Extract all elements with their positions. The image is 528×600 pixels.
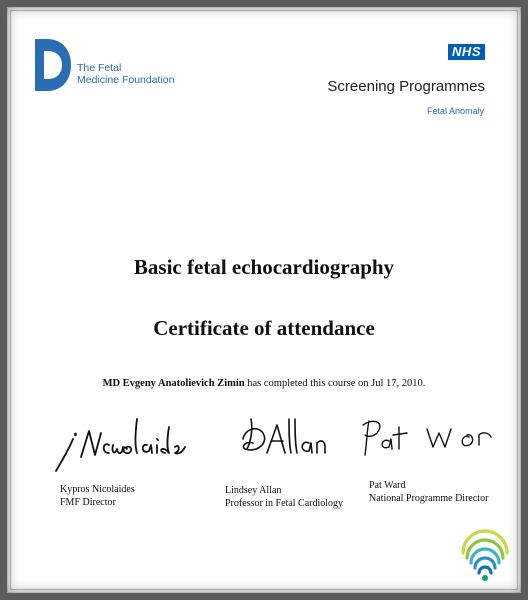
signatory-role: National Programme Director (369, 493, 489, 504)
completion-statement (7, 378, 521, 389)
signatory-1 (60, 483, 135, 509)
completion-text: has completed this course on Jul 17, 2010. (244, 378, 426, 389)
signatory-role: FMF Director (60, 497, 116, 508)
signatory-name: Lindsey Allan (225, 485, 282, 496)
fmf-logo-line-1: The Fetal (77, 62, 122, 74)
nhs-logo: NHS (448, 44, 485, 60)
signatory-3 (369, 479, 488, 505)
programme-title: Screening Programmes (327, 78, 485, 95)
signatory-role: Professor in Fetal Cardiology (225, 498, 344, 509)
programme-subtitle: Fetal Anomaly (426, 106, 484, 116)
signature-pat-ward (357, 415, 497, 461)
fmf-logo-line-2: Medicine Foundation (77, 74, 175, 86)
signatory-2 (225, 484, 343, 510)
signature-lindsey-allan (237, 411, 337, 461)
course-title: Basic fetal echocardiography (133, 255, 395, 279)
fmf-logo-text (77, 62, 174, 86)
certificate-title: Certificate of attendance (153, 316, 375, 340)
signature-kypros-nicolaides (51, 409, 191, 479)
fmf-logo-icon (33, 37, 73, 93)
fetal-anomaly-logo-icon (459, 527, 511, 585)
signatory-name: Kypros Nicolaides (60, 484, 135, 495)
signatory-name: Pat Ward (369, 480, 406, 491)
recipient-name: MD Evgeny Anatolievich Zimin (102, 378, 245, 389)
